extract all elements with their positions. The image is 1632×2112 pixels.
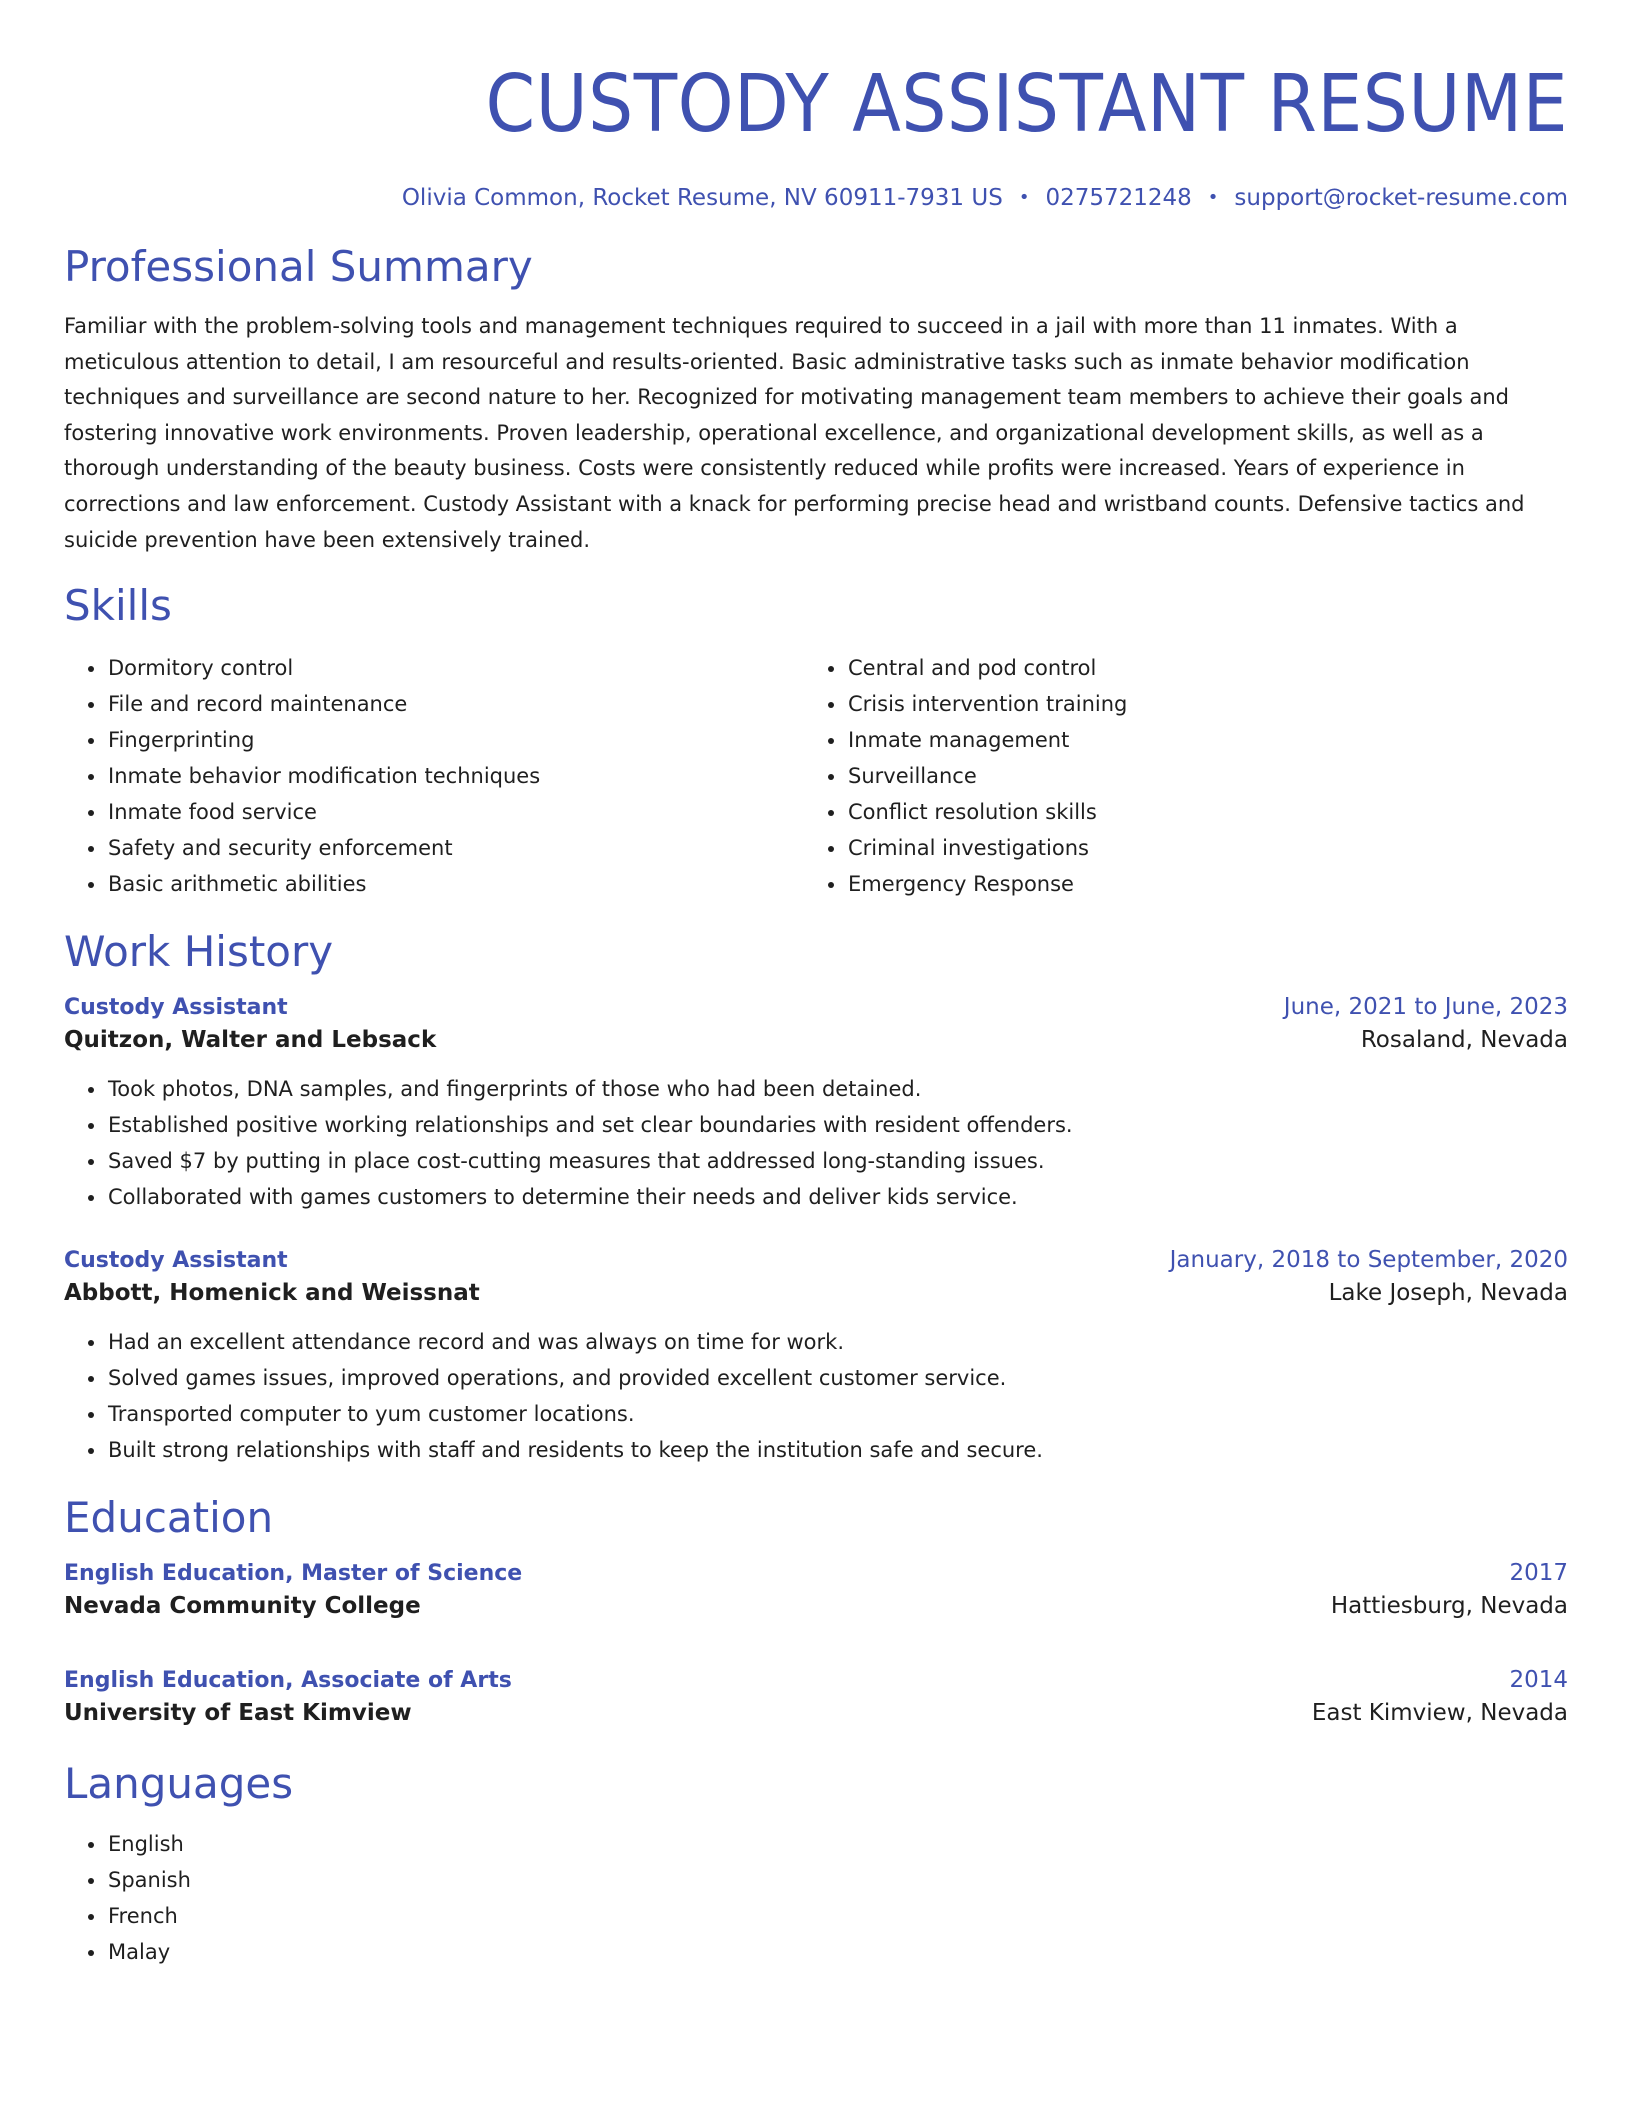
job-location: Lake Joseph, Nevada: [1328, 1280, 1568, 1307]
job-title: Custody Assistant: [64, 1248, 288, 1274]
skill-item: • Criminal investigations: [847, 830, 1544, 866]
skill-item: • Safety and security enforcement: [107, 830, 804, 866]
skills-heading: Skills: [64, 581, 172, 631]
education-section: [64, 1490, 1568, 1730]
contact-email: support@rocket-resume.com: [1234, 185, 1568, 211]
skill-item: • Conflict resolution skills: [847, 794, 1544, 830]
contact-phone: 0275721248: [1045, 185, 1192, 211]
summary-section: [64, 239, 1568, 558]
job-bullets: [64, 1324, 1568, 1468]
education-school: University of East Kimview: [64, 1700, 412, 1727]
work-history-section: [64, 924, 1568, 1468]
education-school-row: [64, 1696, 1568, 1730]
skill-item: • Inmate management: [847, 722, 1544, 758]
education-header-row: [64, 1665, 1568, 1696]
skill-item: • Dormitory control: [107, 650, 804, 686]
education-school: Nevada Community College: [64, 1593, 421, 1620]
education-location: East Kimview, Nevada: [1311, 1700, 1568, 1727]
education-header-row: [64, 1558, 1568, 1589]
languages-list: [64, 1826, 1568, 1970]
job-dates: January, 2018 to September, 2020: [1169, 1247, 1568, 1274]
job-bullet: • Built strong relationships with staff and residents to keep the institution safe and secure.: [107, 1432, 1568, 1468]
resume-header: [64, 56, 1568, 214]
education-location: Hattiesburg, Nevada: [1330, 1593, 1568, 1620]
education-year: 2014: [1509, 1667, 1568, 1694]
skill-item: • Inmate food service: [107, 794, 804, 830]
job-employer: Abbott, Homenick and Weissnat: [64, 1280, 480, 1307]
skills-column-right: [804, 650, 1544, 902]
job-bullet: • Solved games issues, improved operations, and provided excellent customer service.: [107, 1360, 1568, 1396]
languages-heading: Languages: [64, 1759, 294, 1809]
job-title: Custody Assistant: [64, 995, 288, 1021]
summary-heading: Professional Summary: [64, 242, 533, 291]
skills-list-left: [64, 650, 804, 902]
skills-section: [64, 578, 1568, 902]
job-header-row: [64, 992, 1568, 1023]
resume-title: CUSTODY ASSISTANT RESUME: [485, 58, 1569, 150]
language-item: • French: [107, 1898, 1568, 1934]
summary-text: Familiar with the problem-solving tools and management techniques required to succeed in a jail with more than 11 inmates. With a meticulous attention to detail, I am resourceful and results-oriented. Basic administrative tasks such as inmate behavior modification techniques and surveillance are second nature to her. Recognized for motivating management team members to achieve their goals and fostering innovative work environments. Proven leadership, operational excellence, and organizational development skills, as well as a thorough understanding of the beauty business. Costs were consistently reduced while profits were increased. Years of experience in corrections and law enforcement. Custody Assistant with a knack for performing precise head and wristband counts. Defensive tactics and suicide prevention have been extensively trained.: [64, 314, 1525, 552]
skills-column-left: [64, 650, 804, 902]
language-item: • Spanish: [107, 1862, 1568, 1898]
work-history-heading: Work History: [64, 927, 334, 977]
job-bullet: • Saved $7 by putting in place cost-cutting measures that addressed long-standing issues.: [107, 1143, 1568, 1179]
job-bullet: • Transported computer to yum customer locations.: [107, 1396, 1568, 1432]
skill-item: • Fingerprinting: [107, 722, 804, 758]
education-entry: [64, 1558, 1568, 1623]
skill-item: • Inmate behavior modification techniques: [107, 758, 804, 794]
skills-grid: [64, 650, 1568, 902]
job-bullet: • Took photos, DNA samples, and fingerprints of those who had been detained.: [107, 1071, 1568, 1107]
job-bullet: • Established positive working relationships and set clear boundaries with resident offenders.: [107, 1107, 1568, 1143]
job-bullet: • Collaborated with games customers to determine their needs and deliver kids service.: [107, 1179, 1568, 1215]
education-heading: Education: [64, 1493, 274, 1543]
job-location: Rosaland, Nevada: [1360, 1027, 1568, 1054]
skill-item: • Surveillance: [847, 758, 1544, 794]
education-degree: English Education, Master of Science: [64, 1561, 523, 1587]
skill-item: • Crisis intervention training: [847, 686, 1544, 722]
language-item: • English: [107, 1826, 1568, 1862]
education-year: 2017: [1509, 1560, 1568, 1587]
contact-separator: •: [1018, 187, 1030, 208]
contact-separator: •: [1207, 187, 1219, 208]
education-entry: [64, 1665, 1568, 1730]
job-employer-row: [64, 1023, 1568, 1057]
skill-item: • Basic arithmetic abilities: [107, 866, 804, 902]
job-employer: Quitzon, Walter and Lebsack: [64, 1027, 437, 1054]
job-entry: [64, 1245, 1568, 1468]
job-bullets: [64, 1071, 1568, 1215]
job-header-row: [64, 1245, 1568, 1276]
job-employer-row: [64, 1276, 1568, 1310]
education-school-row: [64, 1589, 1568, 1623]
skills-list-right: [804, 650, 1544, 902]
skill-item: • File and record maintenance: [107, 686, 804, 722]
language-item: • Malay: [107, 1934, 1568, 1970]
contact-line: [64, 182, 1568, 214]
job-dates: June, 2021 to June, 2023: [1283, 994, 1568, 1021]
contact-address: Olivia Common, Rocket Resume, NV 60911-7931 US: [401, 185, 1003, 211]
skill-item: • Emergency Response: [847, 866, 1544, 902]
education-degree: English Education, Associate of Arts: [64, 1668, 512, 1694]
languages-section: [64, 1756, 1568, 1970]
job-entry: [64, 992, 1568, 1215]
skill-item: • Central and pod control: [847, 650, 1544, 686]
job-bullet: • Had an excellent attendance record and was always on time for work.: [107, 1324, 1568, 1360]
